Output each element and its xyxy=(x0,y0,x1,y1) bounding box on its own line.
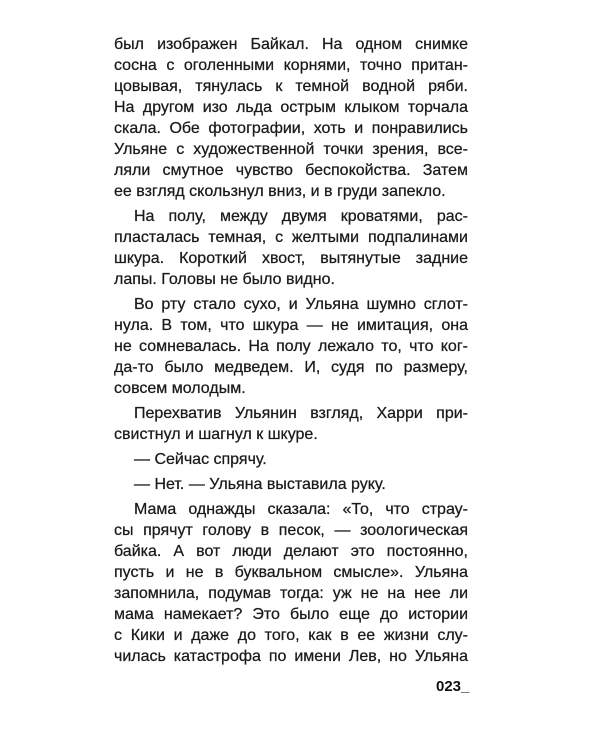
text-line: пласталась темная, с желтыми подпалинами xyxy=(114,229,468,246)
paragraph xyxy=(114,403,468,445)
text-line: нула. В том, что шкура — не имитация, она xyxy=(114,317,468,334)
text-line: ляли смутное чувство беспокойства. Затем xyxy=(114,162,468,179)
paragraph xyxy=(114,34,468,202)
text-line: сосна с оголенными корнями, точно притан- xyxy=(114,57,468,74)
text-line: чилась катастрофа по имени Лев, но Ульяна xyxy=(114,648,468,665)
text-line: был изображен Байкал. На одном снимке xyxy=(114,36,468,53)
text-line: ее взгляд скользнул вниз, и в груди запекло. xyxy=(114,183,446,200)
paragraph xyxy=(114,474,468,495)
text-line: мама намекает? Это было еще до истории xyxy=(114,606,468,623)
text-line: свистнул и шагнул к шкуре. xyxy=(114,426,318,443)
text-line: Мама однажды сказала: «То, что страу- xyxy=(134,501,468,518)
text-line: — Сейчас спрячу. xyxy=(134,451,267,468)
text-line: байка. А вот люди делают это постоянно, xyxy=(114,543,468,560)
text-line: Во рту стало сухо, и Ульяна шумно сглот- xyxy=(134,296,468,313)
paragraph xyxy=(114,449,468,470)
page-number: 023_ xyxy=(436,678,470,695)
text-line: На другом изо льда острым клыком торчала xyxy=(114,99,468,116)
paragraph xyxy=(114,206,468,290)
text-line: да-то было медведем. И, судя по размеру, xyxy=(114,359,468,376)
text-line: На полу, между двумя кроватями, рас- xyxy=(134,208,468,225)
text-line: Ульяне с художественной точки зрения, все- xyxy=(114,141,468,158)
book-page-text xyxy=(114,34,468,671)
text-line: шкура. Короткий хвост, вытянутые задние xyxy=(114,250,468,267)
text-line: Перехватив Ульянин взгляд, Харри при- xyxy=(134,405,468,422)
text-line: совсем молодым. xyxy=(114,380,246,397)
paragraph xyxy=(114,499,468,667)
text-line: цовывая, тянулась к темной водной ряби. xyxy=(114,78,468,95)
text-line: сы прячут голову в песок, — зоологическая xyxy=(114,522,468,539)
text-line: не сомневалась. На полу лежало то, что ког- xyxy=(114,338,468,355)
text-line: лапы. Головы не было видно. xyxy=(114,271,335,288)
text-line: с Кики и даже до того, как в ее жизни слу- xyxy=(114,627,468,644)
text-line: — Нет. — Ульяна выставила руку. xyxy=(134,476,386,493)
text-line: скала. Обе фотографии, хоть и понравились xyxy=(114,120,468,137)
text-line: запомнила, подумав тогда: уж не на нее ли xyxy=(114,585,468,602)
text-line: пусть и не в буквальном смысле». Ульяна xyxy=(114,564,468,581)
paragraph xyxy=(114,294,468,399)
